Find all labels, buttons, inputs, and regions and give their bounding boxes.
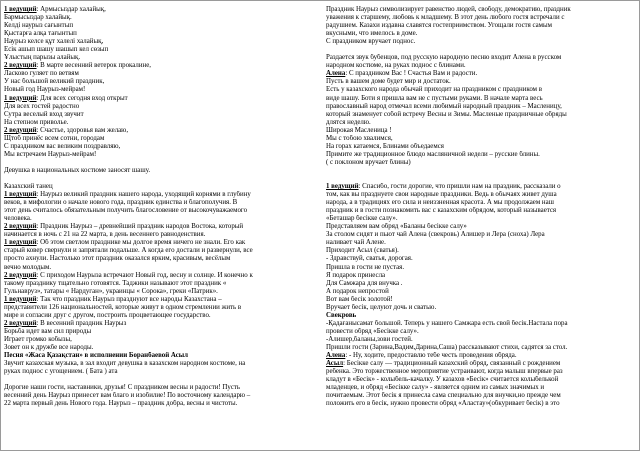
line-text: Дорогие наши гости, наставники, друзья! С праздником весны и радости! Пусть — [4, 384, 241, 392]
text-line — [326, 86, 636, 94]
text-line — [4, 14, 315, 22]
text-line — [326, 143, 636, 151]
text-line — [326, 54, 636, 62]
line-text: Пусть в вашем доме будет мир и достаток. — [326, 78, 451, 86]
text-line — [4, 143, 315, 151]
text-line — [326, 22, 636, 30]
text-line — [326, 119, 636, 127]
left-text-column — [4, 6, 315, 408]
text-line — [326, 247, 636, 255]
text-line — [4, 264, 315, 272]
line-text: такому празднику тщательно готовятся. Таджики называют этот праздник « — [4, 279, 227, 287]
text-line — [4, 239, 315, 247]
text-line — [326, 199, 636, 207]
text-line — [326, 183, 636, 191]
line-text: Примите же традиционное блюдо масляничной недели – русские блины. — [326, 150, 540, 158]
line-text: С праздником вас великим поздравляю, — [4, 142, 121, 150]
text-line — [4, 167, 315, 175]
speaker-label: 2 ведущий — [4, 62, 37, 70]
line-text: -Алишер,баланы,зови гостей. — [326, 335, 413, 343]
line-text: Широкая Масленица ! — [326, 126, 392, 134]
right-text-column — [326, 6, 636, 408]
text-line — [326, 6, 636, 14]
line-text: Я подарок принесла — [326, 271, 386, 279]
text-line — [326, 207, 636, 215]
speaker-label: Алена — [326, 70, 346, 78]
line-text: На горах катаемся, Блинами объедаемся — [326, 142, 444, 150]
line-text: почитаемым. Этот бесік я принесла сама специально для внучки,но прежде чем — [326, 392, 561, 400]
line-text: «Беташар бесікке салу». — [326, 215, 398, 223]
text-line — [4, 352, 315, 360]
text-line — [326, 127, 636, 135]
line-text: Пришли гости (Заринa,Вадим,Дарина,Саша) рассказывают стихи, садятся за стол. — [326, 343, 568, 351]
line-text: С праздником вручает поднос. — [326, 38, 416, 46]
line-text: : - Ну, ходите, предоставлю тебе честь проведения обряда. — [345, 352, 517, 360]
line-text: Мы встречаем Наурыз-мейрам! — [4, 150, 97, 158]
line-text: Новый год Наурыз-мейрам! — [4, 86, 86, 94]
line-text: народа, а в традициях его сила и неиззненная красота. А мы продолжаем наш — [326, 199, 554, 207]
line-text: Есік ашып шашу шашып кел сөзып — [4, 46, 109, 54]
line-text: : В весенний праздник Наурыз — [36, 319, 127, 327]
line-text: ребенка. Это торжественное мероприятие устраивают, когда малыш впервые раз — [326, 368, 563, 376]
line-text: Вручает бесік, целуют дочь и сватью. — [326, 303, 437, 311]
text-line — [326, 320, 636, 328]
line-text: Пришла в гости не пустая. — [326, 263, 405, 271]
text-line — [4, 280, 315, 288]
text-line — [4, 215, 315, 223]
line-text: : С приходом Наурыза встречают Новый год, весну и солнце. И конечно к — [36, 271, 253, 279]
text-line — [4, 183, 315, 191]
blank-line — [326, 167, 636, 175]
text-line — [326, 352, 636, 360]
text-line — [4, 288, 315, 296]
text-line — [4, 360, 315, 368]
text-line — [4, 255, 315, 263]
speaker-label: 1 ведущий — [4, 239, 37, 247]
line-text: : Наурыз великий праздник нашего народа, уходящий корнями в глубину — [36, 191, 251, 199]
speaker-label: 1 ведущий — [4, 191, 37, 199]
line-text: - Здравствуй, сватья, дорогая. — [326, 255, 413, 263]
section-heading: Песня «Жаса Қазақстан» в исполнении Боранбаевой Асыл — [4, 352, 189, 360]
line-text: Праздник Наурыз символизирует равенство людей, свободу, демократию, праздник — [326, 6, 571, 13]
line-text: : Об этом светлом празднике мы долгое время ничего не знали. Его как — [36, 239, 246, 247]
line-text: : Счастье, здоровья вам желаю, — [36, 126, 129, 134]
text-line — [326, 255, 636, 263]
line-text: вкусными, что имелось в доме. — [326, 30, 418, 38]
line-text: длятся неделю. — [326, 118, 371, 126]
text-line — [326, 280, 636, 288]
line-text: Борьба идет вам сил природы — [4, 327, 92, 335]
line-text: Вот вам бесік золотой! — [326, 295, 393, 303]
line-text: уважения к старшему, любовь к младшему. В этот день любого гостя встречали с — [326, 14, 565, 22]
line-text: : В марте весенний ветерок прокалине, — [36, 62, 151, 70]
text-line — [4, 296, 315, 304]
text-line — [326, 328, 636, 336]
line-text: Гульнавруз», татары « Нардуган», украинцы « Сорока», греки «Патрик». — [4, 287, 218, 295]
text-line — [326, 400, 636, 408]
text-line — [4, 199, 315, 207]
text-line — [4, 272, 315, 280]
line-text: : Армысыздар халайық, — [36, 6, 106, 13]
line-text: весенний день Наурыз принесет вам благо и изобилие! По восточному календарю – — [4, 392, 251, 400]
line-text: Мы с тобою хвалимся, — [326, 134, 393, 142]
line-text: Для всех гостей радостно — [4, 102, 80, 110]
line-text: мире и согласии друг с другом, построить процветающее государство. — [4, 311, 211, 319]
speaker-label: 2 ведущий — [4, 126, 37, 134]
line-text: ( с поклоном вручает блины) — [326, 158, 411, 166]
line-text: Щтоб принёс всем сотни, городам — [4, 134, 105, 142]
line-text: руках поднос с угощением. ( Бата ) ата — [4, 368, 118, 376]
blank-line — [326, 46, 636, 54]
text-line — [4, 320, 315, 328]
text-line — [4, 336, 315, 344]
speaker-label: 1 ведущий — [326, 183, 359, 191]
line-text: 22 марта первый день Нового года. Наурыз – праздник добра, весны и чистоты. — [4, 400, 238, 408]
line-text: Представляем вам обряд «Баланы бесікке салу» — [326, 223, 467, 231]
speaker-label: Асыл — [326, 360, 344, 368]
text-line — [326, 231, 636, 239]
text-line — [326, 111, 636, 119]
text-line — [4, 30, 315, 38]
blank-line — [4, 376, 315, 384]
speaker-label: 1 ведущий — [4, 94, 37, 102]
text-line — [326, 191, 636, 199]
text-line — [4, 46, 315, 54]
line-text: Для Самжара для внучка . — [326, 279, 403, 287]
section-heading: Свекровь — [326, 311, 357, 319]
line-text: За столом сидят и пьют чай Алена (свекровь) Алишер и Лера (сноха) Лера — [326, 231, 545, 239]
text-line — [326, 312, 636, 320]
line-text: просто ахнули. Настолько этот праздник оказался ярким, красивым, весёлым — [4, 255, 231, 263]
line-text: народном костюме, на руках поднос с блинами. — [326, 62, 466, 70]
text-line — [4, 384, 315, 392]
line-text: человека. — [4, 215, 32, 223]
text-line — [326, 336, 636, 344]
line-text: провести обряд «Бесікке салу». — [326, 327, 419, 335]
text-line — [326, 135, 636, 143]
line-text: На степном привольe. — [4, 118, 69, 126]
text-line — [4, 304, 315, 312]
text-line — [4, 86, 315, 94]
text-line — [4, 191, 315, 199]
speaker-label: 2 ведущий — [4, 223, 37, 231]
line-text: который знаменует собой встречу Весны и Зимы. Масленые праздничные обряды — [326, 110, 567, 118]
text-line — [4, 62, 315, 70]
text-line — [4, 38, 315, 46]
speaker-label: 1 ведущий — [4, 295, 37, 303]
line-text: праздник и в гости познакомить вас с казахским обрядом, который называется — [326, 207, 557, 215]
line-text: А подарок непростой — [326, 287, 389, 295]
text-line — [326, 392, 636, 400]
text-line — [326, 38, 636, 46]
line-text: том, как вы празднуете свои народные праздники. Ведь в обычаях живет душа — [326, 191, 557, 199]
text-line — [4, 207, 315, 215]
line-text: младенцев, и обряд «Бесікке салу» - является одним из самых значимых и — [326, 384, 545, 392]
line-text: Келді наурыз сағынтып — [4, 22, 74, 30]
text-line — [4, 231, 315, 239]
text-line — [4, 22, 315, 30]
line-text: радушием. Казахи издавна славятся гостеприимством. Угощали гостя самым — [326, 22, 553, 30]
text-line — [326, 296, 636, 304]
text-line — [326, 215, 636, 223]
line-text: этот день считалось обязательным получить благословение от высокочуважаемого — [4, 207, 248, 215]
text-line — [4, 135, 315, 143]
line-text: : С праздником Вас ! Счастья Вам и радости. — [345, 70, 478, 78]
text-line — [326, 78, 636, 86]
text-line — [326, 159, 636, 167]
text-line — [326, 344, 636, 352]
text-line — [326, 368, 636, 376]
line-text: : Праздник Наурыз – древнейший праздник народов Востока, который — [36, 223, 244, 231]
line-text: Зовет он к дружбе все народы. — [4, 343, 94, 351]
line-text: начинается в ночь с 21 на 22 марта, в день весеннего равноденствия. — [4, 231, 206, 239]
line-text: Бармысыздар халайық. — [4, 14, 72, 22]
line-text: наливает чай Алене. — [326, 239, 386, 247]
speaker-label: 2 ведущий — [4, 319, 37, 327]
text-line — [4, 328, 315, 336]
line-text: Девушка в национальных костюме заносят шашу. — [4, 166, 151, 174]
text-line — [326, 223, 636, 231]
text-line — [4, 312, 315, 320]
line-text: -Қадағанысамат большой. Теперь у нашего Самжара есть свой бесік.Настала пора — [326, 319, 568, 327]
text-line — [326, 384, 636, 392]
line-text: представители 126 национальностей, которые живут в одном стремлении жить в — [4, 303, 242, 311]
text-line — [326, 151, 636, 159]
line-text: Қыстарға алқа тағынтып — [4, 30, 77, 38]
text-line — [4, 78, 315, 86]
text-line — [326, 95, 636, 103]
text-line — [4, 111, 315, 119]
text-line — [326, 376, 636, 384]
line-text: вечно молодым. — [4, 263, 52, 271]
line-text: : Так что праздник Наурыз празднуют все народы Казахстана – — [36, 295, 222, 303]
text-line — [4, 247, 315, 255]
text-line — [326, 30, 636, 38]
text-line — [4, 392, 315, 400]
text-line — [326, 272, 636, 280]
line-text: православный народ отмечал всеми любимый народный праздник – Масленицу, — [326, 102, 562, 110]
text-line — [326, 103, 636, 111]
line-text: Приходит Асыл (сватья). — [326, 247, 399, 255]
line-text: Играет громко кобызы, — [4, 335, 72, 343]
line-text: Раздается звук бубенцов, под русскую народную песню входит Алена в русском — [326, 54, 562, 62]
line-text: виде шашу. Боти я пришла вам не с пустыми руками. В начале марта весь — [326, 94, 543, 102]
text-line — [4, 151, 315, 159]
speaker-label: 2 ведущий — [4, 271, 37, 279]
text-line — [4, 70, 315, 78]
blank-line — [326, 175, 636, 183]
text-line — [4, 400, 315, 408]
text-line — [326, 70, 636, 78]
line-text: положить его в бесік, нужно провести обряд «Аластау»(обкуривает бесік) в это — [326, 400, 560, 408]
text-line — [326, 62, 636, 70]
text-line — [326, 288, 636, 296]
line-text: Есть у казахского народа обычай приходит на праздником с праздником в — [326, 86, 543, 94]
line-text: : Бесікке салу — традиционный казахский обряд, связанный с рождением — [343, 360, 561, 368]
line-text: Ласково гуляет по ветвям — [4, 70, 79, 78]
text-line — [4, 127, 315, 135]
line-text: Казахский танец — [4, 183, 53, 191]
line-text: кладут в «Бесік» - колыбель-качалку. У казахов «Бесік» считается колыбелькой — [326, 376, 559, 384]
blank-line — [4, 159, 315, 167]
line-text: старый ковер свернули и запрятали подальше. А когда его достали и развернули, все — [4, 247, 253, 255]
text-line — [326, 14, 636, 22]
text-line — [4, 6, 315, 14]
text-line — [4, 103, 315, 111]
text-line — [326, 239, 636, 247]
line-text: : Спасибо, гости дорогие, что пришли нам на праздник, рассказали о — [358, 183, 561, 191]
line-text: : Для всех сегодня вход открыт — [36, 94, 128, 102]
speaker-label: Алена — [326, 352, 346, 360]
blank-line — [4, 175, 315, 183]
line-text: Наурыз келсе құт халелі халайық, — [4, 38, 104, 46]
text-line — [326, 360, 636, 368]
text-line — [4, 344, 315, 352]
text-line — [4, 368, 315, 376]
line-text: Звучит казахская музыка, в зал входит девушка в казахском народном костюме, на — [4, 360, 246, 368]
text-line — [4, 95, 315, 103]
text-line — [4, 119, 315, 127]
line-text: Сутра веселый вход звучит — [4, 110, 84, 118]
line-text: Ұлыстың парызы алайық. — [4, 54, 81, 62]
text-line — [4, 223, 315, 231]
text-line — [326, 264, 636, 272]
speaker-label: 1 ведущий — [4, 6, 37, 13]
text-line — [4, 54, 315, 62]
line-text: веков, в мифологии о начале нового года, праздник единства и благополучия. В — [4, 199, 238, 207]
line-text: У нас большой великий праздник, — [4, 78, 105, 86]
text-line — [326, 304, 636, 312]
